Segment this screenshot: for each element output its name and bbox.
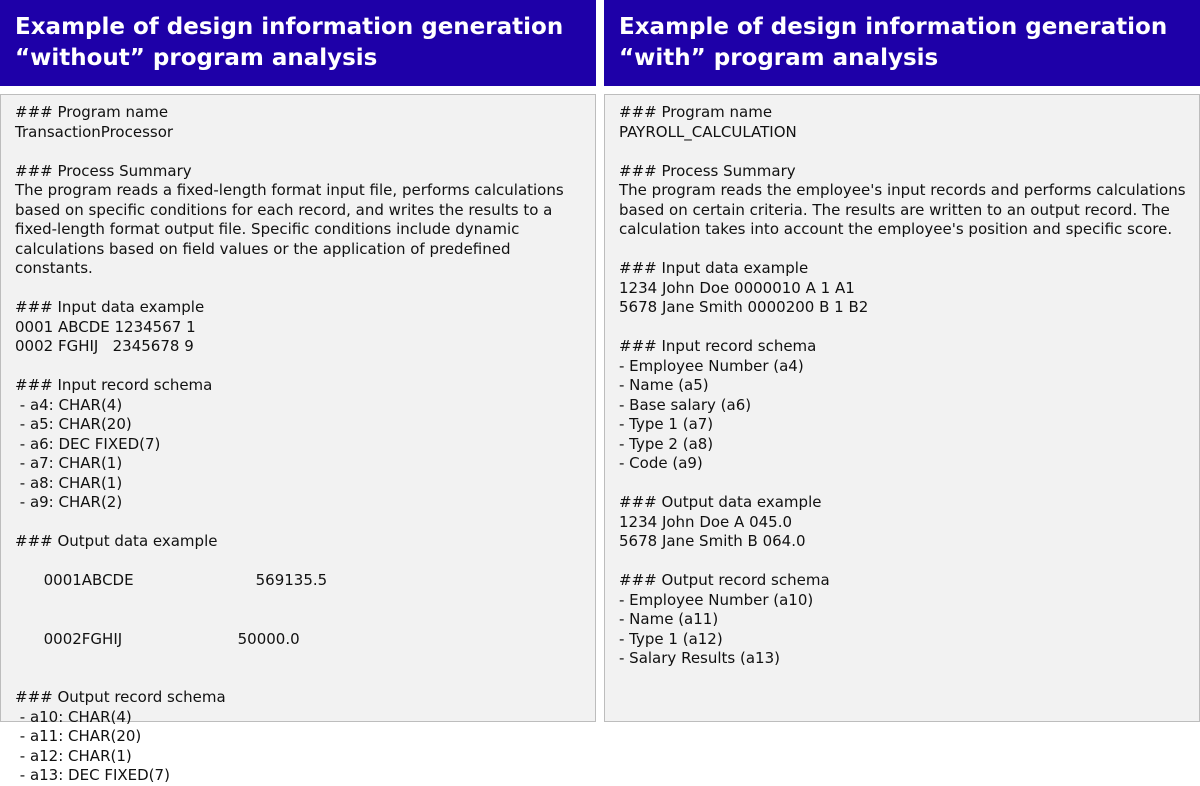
left-input-schema-heading: ### Input record schema (15, 376, 213, 394)
right-content-box (604, 94, 1200, 722)
left-title-line1: Example of design information generation (15, 14, 564, 40)
right-panel-header (604, 0, 1200, 86)
right-input-example-line: 5678 Jane Smith 0000200 B 1 B2 (619, 298, 869, 316)
left-output-example-value: 569135.5 (255, 571, 328, 589)
right-input-schema-heading: ### Input record schema (619, 337, 817, 355)
left-output-example-key: 0002FGHIJ (43, 629, 123, 648)
left-output-example-line (15, 610, 583, 669)
left-output-schema-item: - a12: CHAR(1) (15, 746, 132, 765)
left-output-schema-item: - a13: DEC FIXED(7) (15, 766, 170, 784)
left-output-schema-item: - a11: CHAR(20) (15, 727, 142, 745)
right-input-example-line: 1234 John Doe 0000010 A 1 A1 (619, 278, 855, 297)
left-input-schema-item: - a7: CHAR(1) (15, 454, 123, 472)
left-output-example-value: 50000.0 (237, 629, 300, 648)
left-output-example-line (15, 552, 583, 611)
left-program-name-heading: ### Program name (15, 103, 169, 121)
left-output-example-heading: ### Output data example (15, 532, 218, 550)
left-summary: The program reads a fixed-length format input file, performs calculations based on specific conditions for each record, and writes the results to a fixed-length format output file. Specific conditions include dynamic calculations based on field values or the application of predefined constants. (15, 181, 564, 277)
right-summary-heading: ### Process Summary (619, 161, 796, 180)
left-content-box (0, 94, 596, 784)
left-output-example-key: 0001ABCDE (43, 571, 134, 589)
left-input-schema-item: - a9: CHAR(2) (15, 493, 123, 511)
left-input-example-line: 0002 FGHIJ 2345678 9 (15, 337, 194, 355)
left-input-schema-item: - a5: CHAR(20) (15, 415, 132, 433)
right-title-line1: Example of design information generation (619, 14, 1168, 40)
right-input-example-heading: ### Input data example (619, 259, 809, 277)
right-input-schema-item: - Code (a9) (619, 454, 703, 472)
left-input-example-heading: ### Input data example (15, 298, 205, 316)
right-input-schema-item: - Employee Number (a4) (619, 356, 804, 375)
right-output-schema-item: - Salary Results (a13) (619, 649, 780, 667)
left-input-schema-item: - a4: CHAR(4) (15, 395, 123, 414)
right-input-schema-item: - Name (a5) (619, 376, 709, 394)
right-input-schema-item: - Base salary (a6) (619, 395, 752, 414)
right-output-schema-item: - Type 1 (a12) (619, 629, 723, 648)
left-input-schema-item: - a6: DEC FIXED(7) (15, 434, 161, 453)
right-title-line2: “with” program analysis (619, 45, 939, 71)
right-output-schema-heading: ### Output record schema (619, 571, 830, 589)
left-program-name: TransactionProcessor (15, 122, 174, 141)
right-program-name-heading: ### Program name (619, 103, 773, 121)
right-input-schema-item: - Type 1 (a7) (619, 415, 714, 433)
right-output-example-line: 5678 Jane Smith B 064.0 (619, 532, 806, 550)
left-title-line2: “without” program analysis (15, 45, 378, 71)
left-panel (0, 0, 596, 784)
left-input-example-line: 0001 ABCDE 1234567 1 (15, 317, 196, 336)
left-input-schema-item: - a8: CHAR(1) (15, 473, 123, 492)
right-output-schema-item: - Name (a11) (619, 610, 719, 628)
left-summary-heading: ### Process Summary (15, 161, 192, 180)
right-input-schema-item: - Type 2 (a8) (619, 434, 714, 453)
left-output-schema-heading: ### Output record schema (15, 688, 226, 706)
right-output-example-line: 1234 John Doe A 045.0 (619, 512, 793, 531)
left-output-schema-item: - a10: CHAR(4) (15, 707, 132, 726)
left-panel-header (0, 0, 596, 86)
right-program-name: PAYROLL_CALCULATION (619, 122, 797, 141)
right-output-example-heading: ### Output data example (619, 493, 822, 511)
right-output-schema-item: - Employee Number (a10) (619, 590, 814, 609)
right-panel (604, 0, 1200, 667)
right-summary: The program reads the employee's input records and performs calculations based on certain criteria. The results are written to an output record. The calculation takes into account the employee's position and specific score. (619, 181, 1186, 238)
